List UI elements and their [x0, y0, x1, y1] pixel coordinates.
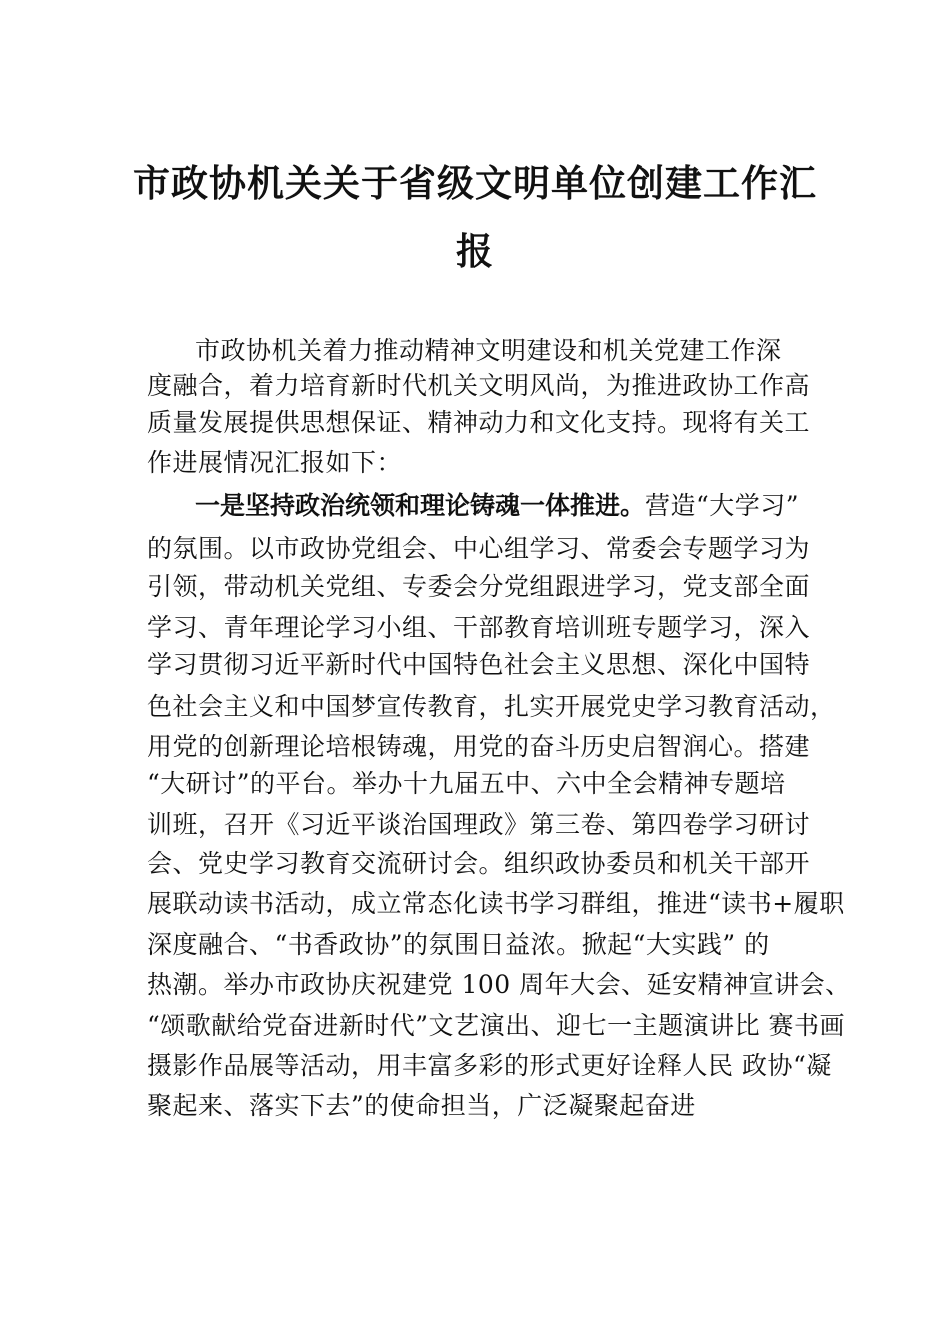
paragraph-2-line-14: “颂歌献给党奋进新时代”文艺演出、迎七一主题演讲比 赛书画	[147, 1011, 846, 1040]
paragraph-2-line-6: 色社会主义和中国梦宣传教育，扎实开展党史学习教育活动，	[147, 692, 836, 721]
paragraph-1-line-2: 度融合，着力培育新时代机关文明风尚，为推进政协工作高	[147, 371, 811, 400]
paragraph-2-line-15: 摄影作品展等活动，用丰富多彩的形式更好诠释人民 政协“凝	[147, 1051, 832, 1080]
paragraph-2-line-11: 展联动读书活动，成立常态化读书学习群组，推进“读书+履职	[147, 889, 845, 918]
paragraph-2-line-13: 热潮。举办市政协庆祝建党 100 周年大会、延安精神宣讲会、	[147, 970, 851, 999]
paragraph-2-line-12: 深度融合、“书香政协”的氛围日益浓。掀起“大实践” 的	[147, 930, 770, 959]
document-title-line-1: 市政协机关关于省级文明单位创建工作汇	[133, 161, 817, 205]
paragraph-2-line-16: 聚起来、落实下去”的使命担当，广泛凝聚起奋进	[147, 1091, 696, 1120]
paragraph-2-line-5: 学习贯彻习近平新时代中国特色社会主义思想、深化中国特	[147, 650, 811, 679]
paragraph-2-line-8: “大研讨”的平台。举办十九届五中、六中全会精神专题培	[147, 769, 786, 798]
paragraph-2-line-9: 训班，召开《习近平谈治国理政》第三卷、第四卷学习研讨	[147, 810, 811, 839]
paragraph-2-lead: 一是坚持政治统领和理论铸魂一体推进。	[195, 491, 646, 520]
paragraph-2-line-10: 会、党史学习教育交流研讨会。组织政协委员和机关干部开	[147, 849, 811, 878]
paragraph-2-line-4: 学习、青年理论学习小组、干部教育培训班专题学习，深入	[147, 613, 811, 642]
paragraph-1-line-4: 作进展情况汇报如下：	[147, 448, 403, 477]
document-title-line-2: 报	[456, 229, 494, 273]
paragraph-2-line-3: 引领，带动机关党组、专委会分党组跟进学习，党支部全面	[147, 572, 811, 601]
paragraph-1-line-3: 质量发展提供思想保证、精神动力和文化支持。现将有关工	[147, 408, 811, 437]
paragraph-2-line-2: 的氛围。以市政协党组会、中心组学习、常委会专题学习为	[147, 534, 811, 563]
paragraph-2-first-rest: 营造“大学习”	[645, 491, 800, 520]
paragraph-2-line-7: 用党的创新理论培根铸魂，用党的奋斗历史启智润心。搭建	[147, 732, 811, 761]
paragraph-1-line-1: 市政协机关着力推动精神文明建设和机关党建工作深	[195, 336, 782, 365]
paragraph-2-line-1	[195, 491, 799, 521]
